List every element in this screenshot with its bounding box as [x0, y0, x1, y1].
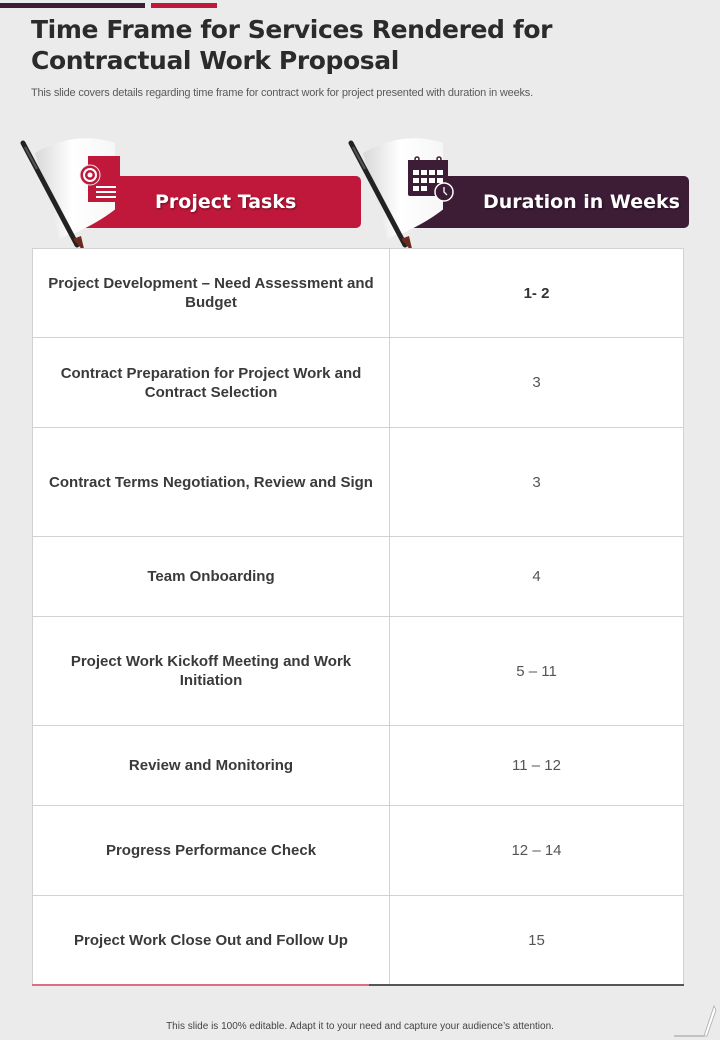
- column-header-tasks-label: Project Tasks: [155, 191, 297, 213]
- page-subtitle: This slide covers details regarding time frame for contract work for project presented with duration in weeks.: [31, 87, 533, 99]
- task-cell: Contract Preparation for Project Work and Contract Selection: [33, 338, 390, 428]
- duration-cell: 12 – 14: [390, 806, 684, 896]
- timeline-table: [32, 248, 684, 985]
- footer-note: This slide is 100% editable. Adapt it to your need and capture your audience’s attention.: [166, 1021, 554, 1032]
- duration-cell: 3: [390, 338, 684, 428]
- table-row: [33, 338, 684, 428]
- table-row: [33, 428, 684, 537]
- table-bottom-accent-dark: [369, 984, 684, 986]
- accent-bar-red: [151, 3, 217, 8]
- duration-cell: 5 – 11: [390, 617, 684, 726]
- duration-cell: 1- 2: [390, 249, 684, 338]
- table-row: [33, 249, 684, 338]
- task-cell: Project Work Close Out and Follow Up: [33, 896, 390, 985]
- calendar-clock-icon: [408, 156, 454, 202]
- table-row: [33, 617, 684, 726]
- task-cell: Project Development – Need Assessment and Budget: [33, 249, 390, 338]
- task-cell: Project Work Kickoff Meeting and Work Initiation: [33, 617, 390, 726]
- table-bottom-accent-red: [32, 984, 369, 986]
- duration-cell: 15: [390, 896, 684, 985]
- task-cell: Contract Terms Negotiation, Review and Sign: [33, 428, 390, 537]
- column-header-duration-label: Duration in Weeks: [483, 191, 680, 213]
- table-row: [33, 896, 684, 985]
- duration-cell: 4: [390, 537, 684, 617]
- table-row: [33, 726, 684, 806]
- gear-document-icon: [78, 156, 120, 202]
- duration-cell: 3: [390, 428, 684, 537]
- page-title: Time Frame for Services Rendered for Contractual Work Proposal: [31, 15, 553, 75]
- table-row: [33, 806, 684, 896]
- accent-bar-dark: [0, 3, 145, 8]
- task-cell: Team Onboarding: [33, 537, 390, 617]
- duration-cell: 11 – 12: [390, 726, 684, 806]
- page-curl-icon: [674, 1002, 718, 1038]
- task-cell: Progress Performance Check: [33, 806, 390, 896]
- task-cell: Review and Monitoring: [33, 726, 390, 806]
- table-row: [33, 537, 684, 617]
